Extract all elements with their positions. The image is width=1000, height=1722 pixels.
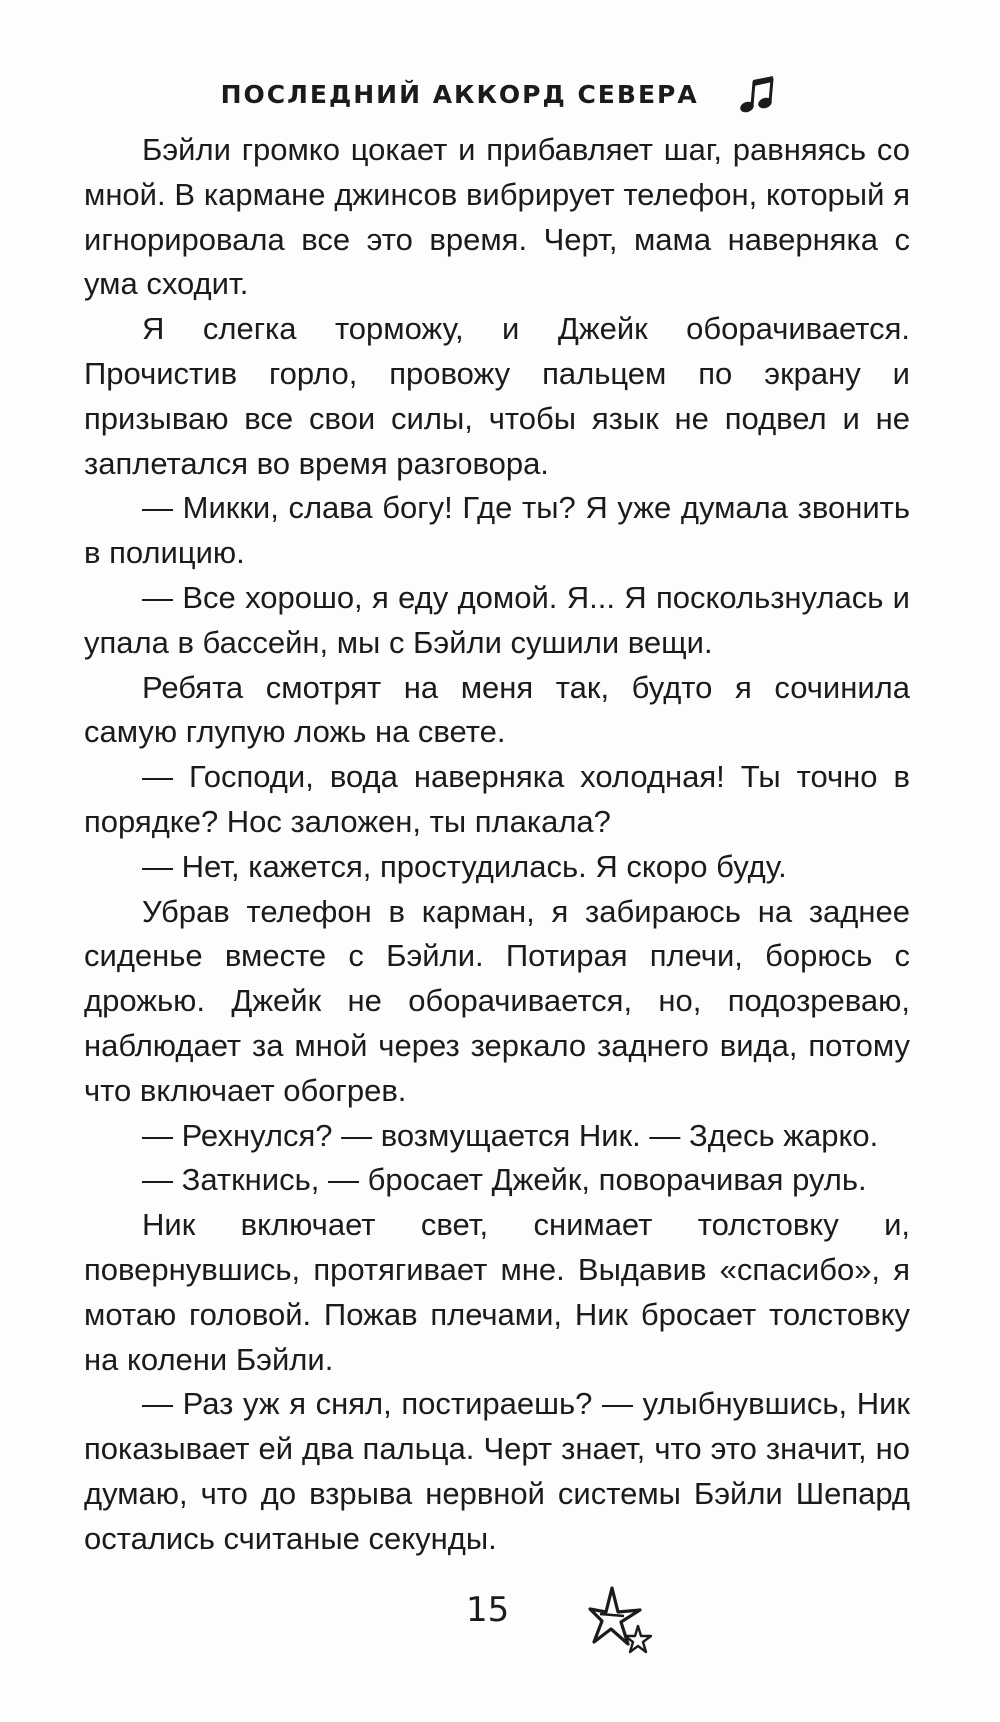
- running-header: [0, 72, 1000, 116]
- paragraph: Убрав телефон в карман, я забираюсь на заднее сиденье вместе с Бэйли. Потирая плечи, борюсь с дрожью. Джейк не оборачивается, но, подозреваю, наблюдает за мной через зеркало заднего вида, потому что включает обогрев.: [84, 893, 910, 1108]
- paragraph: Бэйли громко цокает и прибавляет шаг, равняясь со мной. В кармане джинсов вибрирует телефон, который я игнорировала все это время. Черт, мама наверняка с ума сходит.: [84, 132, 910, 302]
- paragraph: — Рехнулся? — возмущается Ник. — Здесь жарко.: [142, 1117, 879, 1153]
- page-number: 15: [466, 1590, 510, 1630]
- music-note-icon: [739, 72, 779, 116]
- paragraph: — Господи, вода наверняка холодная! Ты точно в порядке? Нос заложен, ты плакала?: [84, 759, 910, 839]
- paragraph: Я слегка торможу, и Джейк оборачивается. Прочистив горло, провожу пальцем по экрану и призываю все свои силы, чтобы язык не подвел и не заплетался во время разговора.: [84, 311, 910, 481]
- paragraph: — Нет, кажется, простудилась. Я скоро буду.: [142, 848, 787, 884]
- book-title: ПОСЛЕДНИЙ АККОРД СЕВЕРА: [220, 79, 699, 109]
- stars-icon: [588, 1582, 658, 1660]
- page-footer: [0, 1582, 1000, 1662]
- paragraph: — Микки, слава богу! Где ты? Я уже думала звонить в полицию.: [84, 490, 910, 571]
- paragraph: — Все хорошо, я еду домой. Я... Я поскользнулась и упала в бассейн, мы с Бэйли сушили вещи.: [84, 579, 910, 660]
- paragraph: — Раз уж я снял, постираешь? — улыбнувшись, Ник показывает ей два пальца. Черт знает, что это значит, но думаю, что до взрыва нервной системы Бэйли Шепард остались считаные секунды.: [84, 1386, 910, 1556]
- paragraph: Ник включает свет, снимает толстовку и, повернувшись, протягивает мне. Выдавив «спасибо», я мотаю головой. Пожав плечами, Ник бросает толстовку на колени Бэйли.: [84, 1207, 910, 1377]
- body-text: [84, 128, 910, 1562]
- paragraph: — Заткнись, — бросает Джейк, поворачивая руль.: [142, 1162, 867, 1198]
- paragraph: Ребята смотрят на меня так, будто я сочинила самую глупую ложь на свете.: [84, 669, 910, 750]
